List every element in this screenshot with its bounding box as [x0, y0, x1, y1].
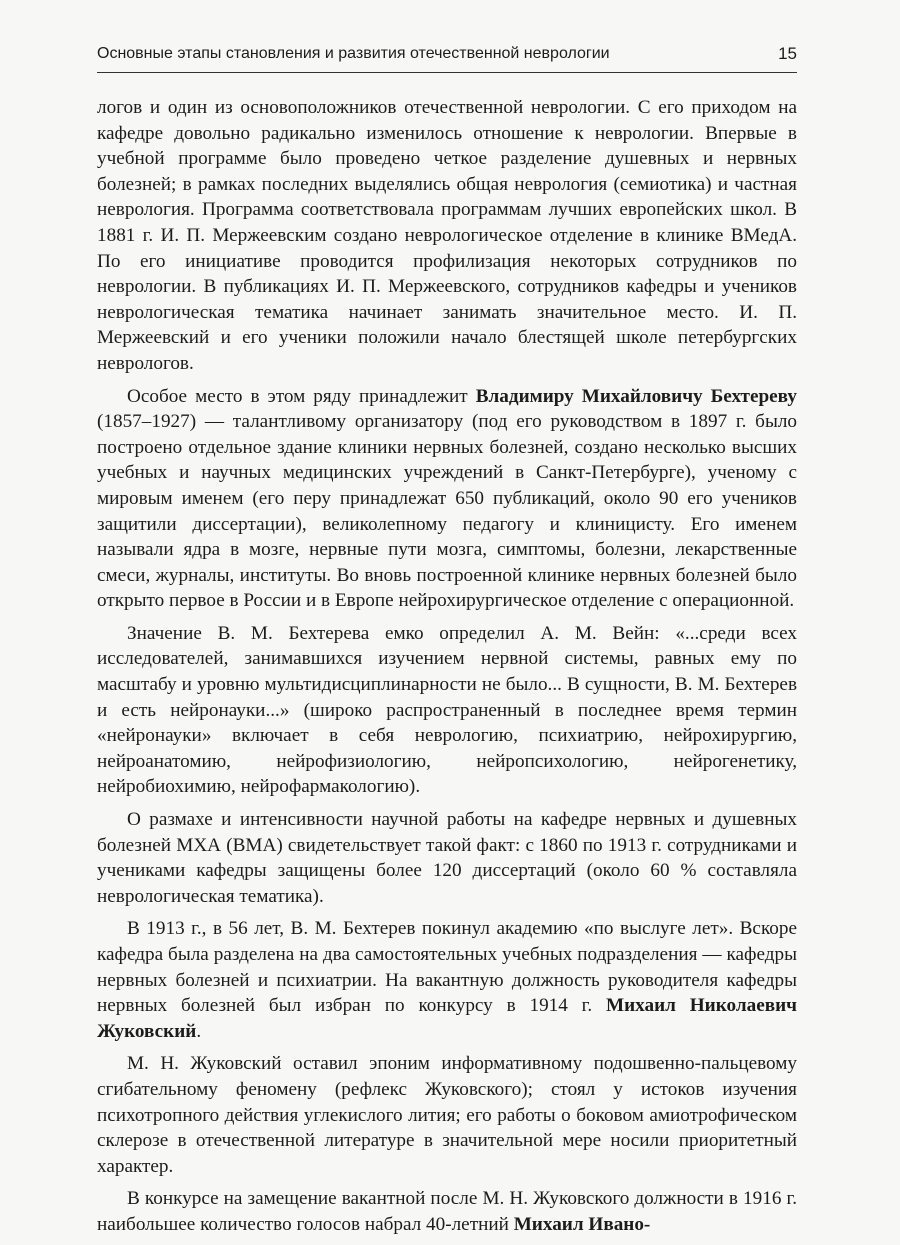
paragraph-2 — [97, 384, 797, 614]
paragraph-2-lead: Особое место в этом ряду принадлежит — [127, 385, 476, 407]
text-body — [97, 95, 797, 1245]
paragraph-5 — [97, 916, 797, 1044]
person-name-mikhail-ivanovich: Михаил Ивано- — [513, 1213, 651, 1235]
page-number: 15 — [778, 44, 797, 63]
paragraph-1: логов и один из основоположников отечественной неврологии. С его приходом на кафедре довольно радикально изменилось отношение к неврологии. Впервые в учебной программе было проведено четкое разделение душевных и нервных болезней; в рамках последних выделялись общая неврология (семиотика) и частная неврология. Программа соответствовала программам лучших европейских школ. В 1881 г. И. П. Мержеевским создано неврологическое отделение в клинике ВМедА. По его инициативе проводится профилизация некоторых сотрудников по неврологии. В публикациях И. П. Мержеевского, сотрудников кафедры и учеников неврологическая тематика начинает занимать значительное место. И. П. Мержеевский и его ученики положили начало блестящей школе петербургских неврологов. — [97, 97, 797, 374]
paragraph-6: М. Н. Жуковский оставил эпоним информативному подошвенно-пальцевому сгибательному феномену (рефлекс Жуковского); стоял у истоков изучения психотропного действия углекислого лития; его работы о боковом амиотрофическом склерозе в отечественной литературе в значительной мере носили приоритетный характер. — [97, 1053, 797, 1177]
person-name-zhukovsky: Михаил Николаевич Жуковский — [97, 995, 797, 1042]
paragraph-7 — [97, 1186, 797, 1237]
paragraph-4: О размахе и интенсивности научной работы на кафедре нервных и душевных болезней МХА (ВМА) свидетельствует такой факт: с 1860 по 1913 г. сотрудниками и учениками кафедры защищены более 120 диссертаций (около 60 % составляла неврологическая тематика). — [97, 809, 797, 907]
paragraph-2-rest: (1857–1927) — талантливому организатору (под его руководством в 1897 г. было построено отдельное здание клиники нервных болезней, создано несколько высших учебных и научных медицинских учреждений в Санкт-Петербурге), ученому с мировым именем (его перу принадлежат 650 публикаций, около 90 его учеников защитили диссертации), великолепному педагогу и клиницисту. Его именем называли ядра в мозге, нервные пути мозга, симптомы, болезни, лекарственные смеси, журналы, институты. Во вновь построенной клинике нервных болезней было открыто первое в России и в Европе нейрохирургическое отделение с операционной. — [97, 411, 797, 612]
chapter-title: Основные этапы становления и развития отечественной неврологии — [97, 45, 610, 62]
running-header — [97, 38, 797, 73]
paragraph-3: Значение В. М. Бехтерева емко определил А. М. Вейн: «...среди всех исследователей, занимавшихся изучением нервной системы, равных ему по масштабу и уровню мультидисциплинарности не было... В сущности, В. М. Бехтерев и есть нейронауки...» (широко распространенный в последнее время термин «нейронауки» включает в себя неврологию, психиатрию, нейрохирургию, нейроанатомию, нейрофизиологию, нейропсихологию, нейрогенетику, нейробиохимию, нейрофармакологию). — [97, 622, 797, 798]
person-name-bekhterev: Владимиру Михайловичу Бехтереву — [475, 385, 797, 407]
paragraph-7-lead: В конкурсе на замещение вакантной после М. Н. Жуковского должности в 1916 г. наибольшее количество голосов набрал 40-летний — [97, 1188, 797, 1235]
paragraph-5-lead: В 1913 г., в 56 лет, В. М. Бехтерев покинул академию «по выслуге лет». Вскоре кафедра была разделена на два самостоятельных учебных подразделения — кафедры нервных болезней и психиатрии. На вакантную должность руководителя кафедры нервных болезней был избран по конкурсу в 1914 г. — [97, 918, 797, 1017]
paragraph-5-rest: . — [196, 1020, 202, 1042]
